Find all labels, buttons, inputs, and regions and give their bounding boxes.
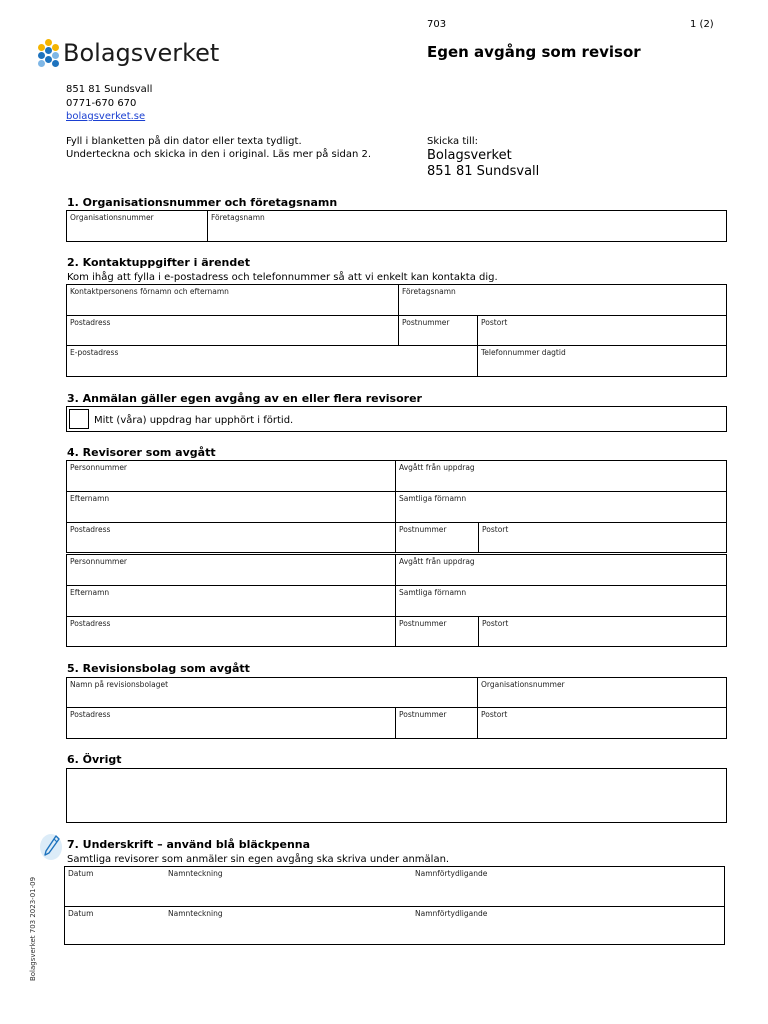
firm-postal-code-field[interactable]: [396, 708, 478, 738]
section-5-table: [66, 677, 727, 739]
name-clarification-label: Namnförtydligande: [415, 869, 488, 878]
auditor-2-first-names-field[interactable]: [396, 586, 726, 617]
section-3-box: [66, 406, 727, 432]
postal-code-label: Postnummer: [399, 525, 447, 534]
firm-postal-address-label: Postadress: [70, 710, 111, 719]
firm-city-label: Postort: [481, 710, 508, 719]
instructions-line-2: Underteckna och skicka in den i original. Läs mer på sidan 2.: [66, 149, 372, 160]
section-7-heading: 7. Underskrift – använd blå bläckpenna: [67, 838, 311, 851]
firm-postal-address-field[interactable]: [67, 708, 396, 738]
early-termination-checkbox[interactable]: [69, 409, 89, 429]
contact-postal-address-field[interactable]: [67, 316, 399, 346]
instructions-line-1: Fyll i blanketten på din dator eller texta tydligt.: [66, 136, 302, 147]
section-2-table: [66, 284, 727, 377]
auditor-1-postal-code-field[interactable]: [396, 523, 479, 552]
org-number-field[interactable]: [67, 211, 208, 241]
section-3-heading: 3. Anmälan gäller egen avgång av en eller flera revisorer: [67, 392, 422, 405]
date-label: Datum: [68, 909, 94, 918]
section-1-heading: 1. Organisationsnummer och företagsnamn: [67, 196, 338, 209]
first-names-label: Samtliga förnamn: [399, 494, 467, 503]
address-line: 851 81 Sundsvall: [66, 84, 153, 95]
firm-city-field[interactable]: [478, 708, 726, 738]
postal-address-label: Postadress: [70, 619, 111, 628]
early-termination-label: Mitt (våra) uppdrag har upphört i förtid.: [94, 415, 294, 426]
firm-postal-code-label: Postnummer: [399, 710, 447, 719]
firm-name-label: Namn på revisionsbolaget: [70, 680, 169, 689]
auditor-2-city-field[interactable]: [479, 617, 726, 646]
city-label: Postort: [482, 619, 509, 628]
surname-label: Efternamn: [70, 494, 110, 503]
auditor-2-surname-field[interactable]: [67, 586, 396, 617]
phone-number: 0771-670 670: [66, 98, 137, 109]
contact-phone-field[interactable]: [478, 346, 726, 376]
auditor-1-surname-field[interactable]: [67, 492, 396, 523]
section-1-table: [66, 210, 727, 242]
contact-email-label: E-postadress: [70, 348, 119, 357]
auditor-2-personal-number-field[interactable]: [67, 555, 396, 586]
contact-name-label: Kontaktpersonens förnamn och efternamn: [70, 287, 229, 296]
personal-number-label: Personnummer: [70, 557, 128, 566]
auditor-1-first-names-field[interactable]: [396, 492, 726, 523]
city-label: Postort: [482, 525, 509, 534]
section-4-heading: 4. Revisorer som avgått: [67, 446, 216, 459]
personal-number-label: Personnummer: [70, 463, 128, 472]
contact-postal-address-label: Postadress: [70, 318, 111, 327]
form-number: 703: [427, 19, 447, 30]
page-indicator: 1 (2): [690, 19, 714, 30]
signature-label: Namnteckning: [168, 869, 223, 878]
auditor-2-resigned-from-field[interactable]: [396, 555, 726, 586]
auditor-1-personal-number-field[interactable]: [67, 461, 396, 492]
section-6-heading: 6. Övrigt: [67, 753, 122, 766]
pen-icon: [38, 832, 64, 862]
section-5-heading: 5. Revisionsbolag som avgått: [67, 662, 250, 675]
surname-label: Efternamn: [70, 588, 110, 597]
section-7-subtext: Samtliga revisorer som anmäler sin egen avgång ska skriva under anmälan.: [67, 854, 450, 865]
contact-city-label: Postort: [481, 318, 508, 327]
website-link[interactable]: bolagsverket.se: [66, 111, 146, 122]
contact-postal-code-label: Postnummer: [402, 318, 450, 327]
send-to-label: Skicka till:: [427, 136, 478, 147]
auditor-1-city-field[interactable]: [479, 523, 726, 552]
resigned-from-label: Avgått från uppdrag: [399, 463, 475, 472]
postal-code-label: Postnummer: [399, 619, 447, 628]
section-2-subtext: Kom ihåg att fylla i e-postadress och telefonnummer så att vi enkelt kan kontakta dig.: [67, 272, 498, 283]
name-clarification-label: Namnförtydligande: [415, 909, 488, 918]
contact-email-field[interactable]: [67, 346, 478, 376]
first-names-label: Samtliga förnamn: [399, 588, 467, 597]
auditor-1-table: [66, 460, 727, 553]
bolagsverket-logo-icon: [36, 39, 62, 69]
date-label: Datum: [68, 869, 94, 878]
contact-company-field[interactable]: [399, 285, 726, 316]
signature-row-2[interactable]: [65, 907, 724, 944]
send-to-address: 851 81 Sundsvall: [427, 164, 540, 179]
signature-row-1[interactable]: [65, 867, 724, 907]
org-number-label: Organisationsnummer: [70, 213, 154, 222]
firm-org-number-field[interactable]: [478, 678, 726, 708]
auditor-1-resigned-from-field[interactable]: [396, 461, 726, 492]
contact-city-field[interactable]: [478, 316, 726, 346]
auditor-2-postal-code-field[interactable]: [396, 617, 479, 646]
contact-postal-code-field[interactable]: [399, 316, 478, 346]
auditor-2-table: [66, 554, 727, 647]
form-version-side-text: Bolagsverket 703 2023-01-09: [29, 876, 37, 982]
auditor-1-postal-address-field[interactable]: [67, 523, 396, 552]
postal-address-label: Postadress: [70, 525, 111, 534]
firm-name-field[interactable]: [67, 678, 478, 708]
send-to-name: Bolagsverket: [427, 148, 512, 163]
other-info-textarea[interactable]: [66, 768, 727, 823]
firm-org-number-label: Organisationsnummer: [481, 680, 565, 689]
logo-text: Bolagsverket: [63, 39, 220, 67]
contact-company-label: Företagsnamn: [402, 287, 456, 296]
auditor-2-postal-address-field[interactable]: [67, 617, 396, 646]
resigned-from-label: Avgått från uppdrag: [399, 557, 475, 566]
signature-table: [64, 866, 725, 945]
page-title: Egen avgång som revisor: [427, 43, 641, 61]
section-2-heading: 2. Kontaktuppgifter i ärendet: [67, 256, 250, 269]
company-name-label: Företagsnamn: [211, 213, 265, 222]
contact-phone-label: Telefonnummer dagtid: [481, 348, 566, 357]
signature-label: Namnteckning: [168, 909, 223, 918]
contact-name-field[interactable]: [67, 285, 399, 316]
company-name-field[interactable]: [208, 211, 726, 241]
